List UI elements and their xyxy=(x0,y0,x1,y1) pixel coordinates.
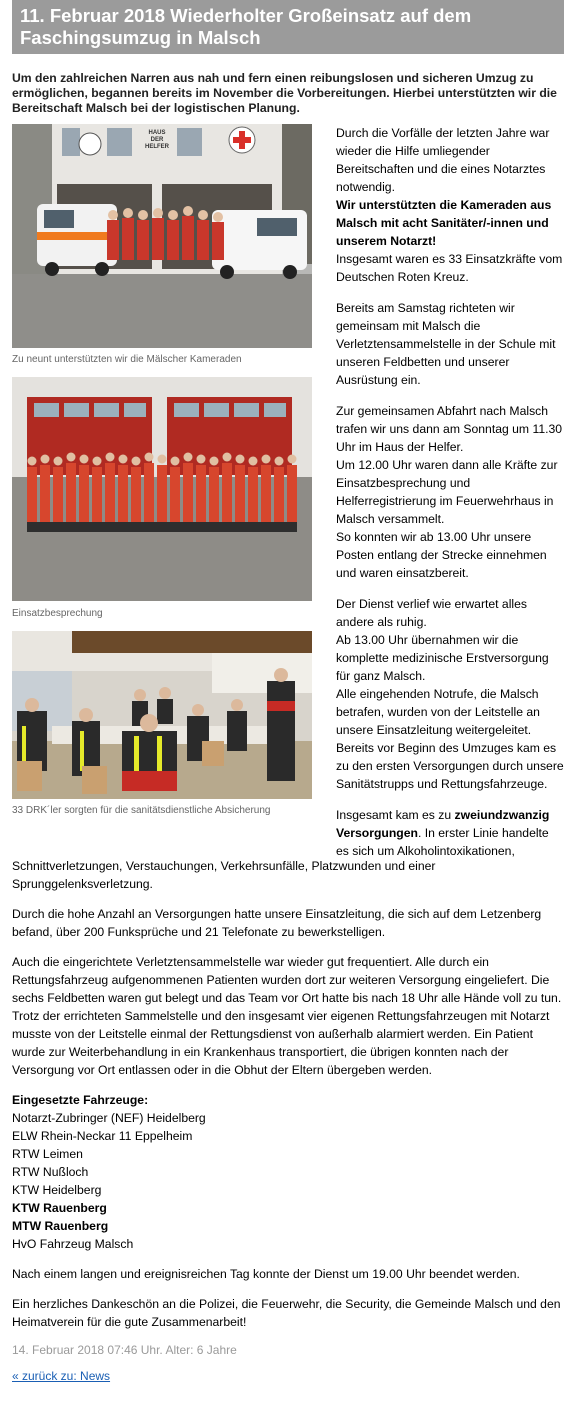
paragraph-5-bold: zweiundzwanzig Versorgungen xyxy=(336,808,550,840)
sign-text-1: HAUS xyxy=(148,130,166,136)
photo-caption-2: Einsatzbesprechung xyxy=(12,608,103,619)
photo-absicherung xyxy=(12,631,312,799)
vehicle-list xyxy=(12,1091,564,1253)
paragraph-9: Ein herzliches Dankeschön an die Polizei, die Feuerwehr, die Security, die Gemeinde Malsch und den Heimatverein für die gute Zusammenarbeit! xyxy=(12,1297,561,1329)
sign-text-2: DER xyxy=(150,137,164,143)
paragraph-6: Durch die hohe Anzahl an Versorgungen hatte unsere Einsatzleitung, die sich auf dem Letzenberg befand, über 200 Funksprüche und 21 Telefonate zu bewerkstelligen. xyxy=(12,907,542,939)
vehicle-item: Notarzt-Zubringer (NEF) Heidelberg xyxy=(12,1111,206,1125)
paragraph-1-bold: Wir unterstützten die Kameraden aus Malsch mit acht Sanitäter/-innen und unserem Notarzt! xyxy=(336,198,552,248)
article-meta-date: 14. Februar 2018 07:46 Uhr. Alter: 6 Jahre xyxy=(12,1343,237,1357)
article-intro: Um den zahlreichen Narren aus nah und fern einen reibungslosen und sicheren Umzug zu ermöglichen, begannen bereits im November die Vorbereitungen. Hierbei unterstützten wir die Bereitschaft Malsch bei der logistischen Planung. xyxy=(12,71,557,115)
paragraph-8: Nach einem langen und ereignisreichen Tag konnte der Dienst um 19.00 Uhr beendet werden. xyxy=(12,1267,520,1281)
article-title: 11. Februar 2018 Wiederholter Großeinsatz auf dem Faschingsumzug in Malsch xyxy=(12,0,564,54)
paragraph-3-line-3: So konnten wir ab 13.00 Uhr unsere Posten entlang der Strecke einnehmen und waren einsatzbereit. xyxy=(336,530,547,580)
vehicle-item: RTW Leimen xyxy=(12,1147,83,1161)
paragraph-4-line-1: Der Dienst verlief wie erwartet alles andere als ruhig. xyxy=(336,597,528,629)
vehicle-list-heading: Eingesetzte Fahrzeuge: xyxy=(12,1093,149,1107)
paragraph-4-line-3: Alle eingehenden Notrufe, die Malsch betrafen, wurden von der Leitstelle an unsere Einsatzleitung weitergeleitet. xyxy=(336,687,540,737)
paragraph-4-line-2: Ab 13.00 Uhr übernahmen wir die komplette medizinische Erstversorgung für ganz Malsch. xyxy=(336,633,549,683)
vehicle-item: ELW Rhein-Neckar 11 Eppelheim xyxy=(12,1129,193,1143)
vehicle-item: HvO Fahrzeug Malsch xyxy=(12,1237,134,1251)
sign-text-3: HELFER xyxy=(145,144,169,150)
back-to-news-link[interactable]: « zurück zu: News xyxy=(12,1369,111,1383)
paragraph-4 xyxy=(336,595,564,793)
photo-caption-3: 33 DRK´ler sorgten für die sanitätsdienstliche Absicherung xyxy=(12,805,271,816)
paragraph-1-text: Durch die Vorfälle der letzten Jahre war wieder die Hilfe umliegender Bereitschaften und die eines Notarztes notwendig. xyxy=(336,126,550,194)
paragraph-5-start: Insgesamt kam es zu xyxy=(336,808,455,822)
vehicle-item: MTW Rauenberg xyxy=(12,1219,109,1233)
paragraph-3-line-1: Zur gemeinsamen Abfahrt nach Malsch trafen wir uns dann am Sonntag um 11.30 Uhr im Haus der Helfer. xyxy=(336,404,563,454)
paragraph-5-continuation: Schnittverletzungen, Verstauchungen, Verkehrsunfälle, Platzwunden und einer Sprunggelenksverletzung. xyxy=(12,859,436,891)
photo-team-haus-der-helfer xyxy=(12,124,312,348)
vehicle-item: RTW Nußloch xyxy=(12,1165,89,1179)
paragraph-2: Bereits am Samstag richteten wir gemeinsam mit Malsch die Verletztensammelstelle in der Schule mit unseren Feldbetten und unserer Ausrüstung ein. xyxy=(336,301,556,387)
paragraph-1 xyxy=(336,124,564,286)
paragraph-5 xyxy=(336,806,564,860)
paragraph-3 xyxy=(336,402,564,582)
vehicle-item: KTW Rauenberg xyxy=(12,1201,107,1215)
photo-caption-1: Zu neunt unterstützten wir die Mälscher Kameraden xyxy=(12,354,242,365)
right-column-text xyxy=(336,124,564,873)
paragraph-1-text-2: Insgesamt waren es 33 Einsatzkräfte vom Deutschen Roten Kreuz. xyxy=(336,252,563,284)
paragraph-4-line-4: Bereits vor Beginn des Umzuges kam es zu den ersten Versorgungen durch unsere Sanitätstrupps und Rettungsfahrzeuge. xyxy=(336,741,564,791)
vehicle-item: KTW Heidelberg xyxy=(12,1183,102,1197)
photo-einsatzbesprechung xyxy=(12,377,312,601)
paragraph-3-line-2: Um 12.00 Uhr waren dann alle Kräfte zur Einsatzbesprechung und Helferregistrierung im Feuerwehrhaus in Malsch versammelt. xyxy=(336,458,558,526)
paragraph-7: Auch die eingerichtete Verletztensammelstelle war wieder gut frequentiert. Alle durch ein Rettungsfahrzeug aufgenommenen Patienten wurden dort zur weiteren Versorgung eingeliefert. Die sechs Feldbetten waren gut belegt und das Team vor Ort hatte bis nach 18 Uhr alle Hände voll zu tun. Trotz der errichteten Sammelstelle und den insgesamt vier eigenen Rettungsfahrzeugen mit Notarzt musste von der Leitstelle einmal der Rettungsdienst von außerhalb alarmiert werden. Ein Patient wurde zur Weiterbehandlung in ein Krankenhaus transportiert, die übrigen konnten nach der Versorgung vor Ort entlassen oder in die Obhut der Eltern übergeben werden. xyxy=(12,955,562,1077)
paragraph-5-end: . In erster Linie handelte es sich um Alkoholintoxikationen, xyxy=(336,826,549,858)
